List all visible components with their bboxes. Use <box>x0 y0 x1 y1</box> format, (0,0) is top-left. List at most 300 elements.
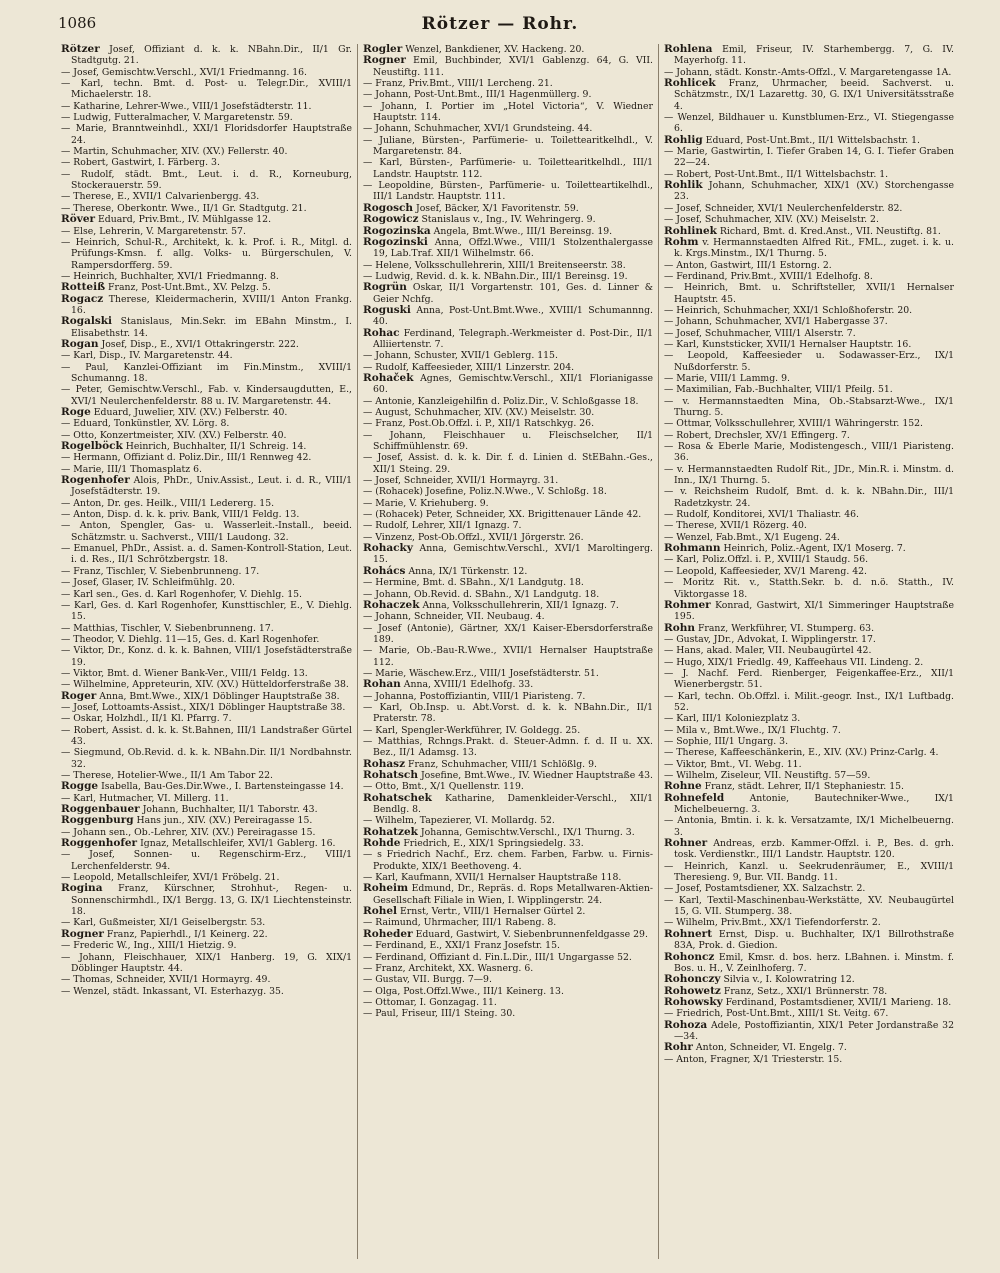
entry-details: — Robert, Gastwirt, I. Färberg. 3. <box>61 157 220 169</box>
directory-entry <box>664 600 954 623</box>
directory-entry <box>664 509 954 520</box>
entry-details: — Wilhelm, Tapezierer, VI. Mollardg. 52. <box>363 815 555 827</box>
directory-entry <box>664 1020 954 1043</box>
entry-details: — Josef, Schneider, XVII/1 Hormayrg. 31. <box>363 475 559 487</box>
directory-entry <box>664 736 954 747</box>
entry-details: — Karl sen., Ges. d. Karl Rogenhofer, V. Diehlg. 15. <box>61 588 303 600</box>
directory-entry <box>61 668 352 679</box>
directory-entry <box>363 430 653 453</box>
entry-details: — Maximilian, Fab.-Buchhalter, VIII/1 Pfeilg. 51. <box>664 384 893 396</box>
entry-details: — Marie, III/1 Thomasplatz 6. <box>61 463 203 475</box>
entry-details: — Siegmund, Ob.Revid. d. k. k. NBahn.Dir. II/1 Nordbahnstr. 32. <box>61 747 352 770</box>
entry-surname: Roggenhofer <box>61 837 138 850</box>
directory-entry <box>61 691 352 702</box>
directory-entry <box>664 883 954 894</box>
entry-surname: Rohde <box>363 837 401 850</box>
directory-entry <box>61 498 352 509</box>
entry-details: Stanislaus v., Ing., IV. Wehringerg. 9. <box>421 214 596 226</box>
entry-details: — Paul, Kanzlei-Offiziant im Fin.Minstm., XVIII/1 Schumanng. 18. <box>61 361 352 384</box>
entry-surname: Rohlinek <box>664 224 717 237</box>
entry-details: Andreas, erzb. Kammer-Offzl. i. P., Bes. d. grh. tosk. Verdienstkr., III/1 Landstr. Hauptstr. 120. <box>674 838 954 861</box>
entry-details: — Wenzel, Bildhauer u. Kunstblumen-Erz., VI. Stiegengasse 6. <box>664 112 954 135</box>
entry-details: Antonie, Bautechniker-Wwe., IX/1 Michelbeuerng. 3. <box>674 792 954 816</box>
entry-details: — Marie, VIII/1 Lammg. 9. <box>664 372 790 384</box>
directory-entry <box>61 452 352 463</box>
entry-details: — Franz, Architekt, XX. Wasnerg. 6. <box>363 962 534 974</box>
entry-details: — Wenzel, Fab.Bmt., X/1 Eugeng. 24. <box>664 531 840 543</box>
directory-entry <box>61 589 352 600</box>
entry-details: — Ottomar, I. Gonzagag. 11. <box>363 996 497 1008</box>
entry-details: — Friedrich, Post-Unt.Bmt., XIII/1 St. Veitg. 67. <box>664 1008 889 1020</box>
entry-surname: Rogelböck <box>61 440 123 453</box>
entry-details: — Rudolf, Kaffeesieder, XIII/1 Linzerstr. 204. <box>363 361 575 373</box>
directory-entry <box>363 906 653 917</box>
directory-entry <box>664 577 954 600</box>
directory-entry <box>664 713 954 724</box>
entry-details: Eduard, Gastwirt, V. Siebenbrunnenfeldgasse 29. <box>415 928 648 940</box>
entry-details: — Ferdinand, Priv.Bmt., XVIII/1 Edelhofg. 8. <box>664 270 873 282</box>
directory-entry <box>363 691 653 702</box>
entry-details: — Martin, Schuhmacher, XIV. (XV.) Fellerstr. 40. <box>61 146 288 158</box>
entry-details: — Marie, Branntweinhdl., XXI/1 Floridsdorfer Hauptstraße 24. <box>61 123 352 146</box>
directory-entry <box>363 883 653 906</box>
entry-details: — Karl, III/1 Koloniezplatz 3. <box>664 713 801 725</box>
entry-details: — Moritz Rit. v., Statth.Sekr. b. d. n.ö. Statth., IV. Viktorgasse 18. <box>664 577 954 600</box>
entry-details: — Leopold, Kaffeesieder u. Sodawasser-Erz., IX/1 Nußdorferstr. 5. <box>664 350 954 373</box>
entry-details: — Johann, Schneider, VII. Neubaug. 4. <box>363 611 545 623</box>
entry-details: — Karl, Ges. d. Karl Rogenhofer, Kunsttischler, E., V. Diehlg. 15. <box>61 599 352 623</box>
entry-details: Anna, XVIII/1 Edelhofg. 33. <box>403 679 534 691</box>
entry-details: — Johann, städt. Konstr.-Amts-Offzl., V. Margaretengasse 1A. <box>664 66 952 78</box>
entry-details: Anna, Gemischtw.Verschl., XVI/1 Maroltingerg. 15. <box>373 543 653 566</box>
directory-entry <box>664 316 954 327</box>
directory-entry <box>363 498 653 509</box>
entry-details: — Josef, Schneider, XVI/1 Neulerchenfelderstr. 82. <box>664 202 903 214</box>
directory-entry <box>363 849 653 872</box>
entry-details: — Franz, Priv.Bmt., VIII/1 Lercheng. 21. <box>363 78 553 90</box>
entry-details: Eduard, Juwelier, XIV. (XV.) Felberstr. 40. <box>93 407 288 418</box>
entry-details: — Helene, Volksschullehrerin, XIII/1 Breitenseerstr. 38. <box>363 259 626 271</box>
entry-details: — Sophie, III/1 Ungarg. 3. <box>664 735 789 747</box>
directory-entry <box>664 657 954 668</box>
entry-details: Josefine, Bmt.Wwe., IV. Wiedner Hauptstraße 43. <box>420 770 654 781</box>
directory-entry <box>363 520 653 531</box>
entry-details: — (Rohacek) Josefine, Poliz.N.Wwe., V. Schloßg. 18. <box>363 486 607 498</box>
running-title: Rötzer — Rohr. <box>421 14 579 34</box>
directory-entry <box>664 997 954 1008</box>
directory-entry <box>363 838 653 849</box>
directory-entry <box>664 838 954 861</box>
entry-details: — Raimund, Uhrmacher, III/1 Rabeng. 8. <box>363 917 557 929</box>
directory-entry <box>363 986 653 997</box>
entry-details: Josef, Offiziant d. k. k. NBahn.Dir., II/1 Gr. Stadtgutg. 21. <box>71 44 352 67</box>
column-3 <box>658 44 959 1259</box>
directory-entry <box>664 543 954 554</box>
entry-details: — Hermann, Offiziant d. Poliz.Dir., III/1 Rennweg 42. <box>61 452 312 464</box>
entry-details: — Franz, Post.Ob.Offzl. i. P., XII/1 Ratschkyg. 26. <box>363 418 595 430</box>
entry-surname: Rohn <box>664 621 695 634</box>
entry-surname: Rohacky <box>363 542 413 555</box>
directory-entry <box>61 566 352 577</box>
entry-details: — Hugo, XIX/1 Friedlg. 49, Kaffeehaus VII. Lindeng. 2. <box>664 656 924 668</box>
directory-entry <box>363 475 653 486</box>
directory-entry <box>664 396 954 419</box>
entry-details: Johann, Buchhalter, II/1 Taborstr. 43. <box>142 804 318 816</box>
column-2 <box>357 44 658 1259</box>
entry-details: — v. Reichsheim Rudolf, Bmt. d. k. k. NBahn.Dir., III/1 Radetzkystr. 24. <box>664 486 954 509</box>
page-number: 1086 <box>58 14 97 32</box>
entry-details: Anna, Post-Unt.Bmt.Wwe., XVIII/1 Schumannng. 40. <box>373 304 653 328</box>
directory-entry <box>664 384 954 395</box>
directory-entry <box>664 441 954 464</box>
directory-entry <box>61 237 352 271</box>
entry-details: — Therese, XVII/1 Rözerg. 40. <box>664 520 807 532</box>
directory-entry <box>61 770 352 781</box>
directory-entry <box>61 407 352 418</box>
directory-entry <box>363 827 653 838</box>
entry-details: — Johann, Post-Unt.Bmt., III/1 Hagenmüllerg. 9. <box>363 89 592 101</box>
entry-details: — Anton, Disp. d. k. k. priv. Bank, VIII/1 Feldg. 13. <box>61 509 300 521</box>
entry-surname: Rohács <box>363 564 406 577</box>
entry-details: — Ludwig, Futteralmacher, V. Margaretenstr. 59. <box>61 112 293 124</box>
directory-entry <box>664 282 954 305</box>
entry-details: — Olga, Post.Offzl.Wwe., III/1 Keinerg. 13. <box>363 985 564 997</box>
entry-details: — Leopold, Metallschleifer, XVI/1 Fröbelg. 21. <box>61 872 280 884</box>
entry-details: Emil, Buchbinder, XVI/1 Gablenzg. 64, G. VII. Neustiftg. 111. <box>373 55 653 78</box>
directory-entry <box>61 214 352 225</box>
directory-entry <box>664 668 954 691</box>
directory-entry <box>61 44 352 67</box>
entry-surname: Rogner <box>61 927 104 940</box>
directory-entry <box>61 986 352 997</box>
entry-details: Oskar, II/1 Vorgartenstr. 101, Ges. d. Linner & Geier Nchfg. <box>373 282 653 305</box>
entry-details: Ernst, Disp. u. Buchhalter, IX/1 Billrothstraße 83A, Prok. d. Giedion. <box>674 928 954 952</box>
entry-details: — Paul, Friseur, III/1 Steing. 30. <box>363 1008 516 1020</box>
directory-entry <box>61 67 352 78</box>
entry-details: Franz, städt. Lehrer, II/1 Stephaniestr. 15. <box>704 781 905 793</box>
directory-entry <box>61 78 352 101</box>
entry-details: — Matthias, Rchngs.Prakt. d. Steuer-Admn. f. d. II u. XX. Bez., II/1 Adamsg. 13. <box>363 735 653 759</box>
entry-details: — Josef, Schuhmacher, VIII/1 Alserstr. 7. <box>664 327 856 339</box>
entry-details: Heinrich, Poliz.-Agent, IX/1 Moserg. 7. <box>723 543 906 555</box>
entry-details: Anton, Schneider, VI. Engelg. 7. <box>695 1042 847 1054</box>
entry-details: — Marie, Gastwirtin, I. Tiefer Graben 14, G. I. Tiefer Graben 22—24. <box>664 146 954 169</box>
directory-entry <box>61 384 352 407</box>
entry-details: — Wilhelmine, Appreteurin, XIV. (XV.) Hütteldorferstraße 38. <box>61 679 349 691</box>
directory-entry <box>363 611 653 622</box>
directory-entry <box>363 157 653 180</box>
entry-details: — Karl, Hutmacher, VI. Millerg. 11. <box>61 792 229 804</box>
entry-details: — Rosa & Eberle Marie, Modistengesch., VIII/1 Piaristeng. 36. <box>664 441 954 464</box>
entry-details: — Thomas, Schneider, XVII/1 Hormayrg. 49. <box>61 974 271 986</box>
entry-details: — Antonie, Kanzleigehilfin d. Poliz.Dir., V. Schloßgasse 18. <box>363 395 639 407</box>
entry-details: — Katharine, Lehrer-Wwe., VIII/1 Josefstädterstr. 11. <box>61 100 312 112</box>
directory-entry <box>61 441 352 452</box>
directory-entry <box>363 260 653 271</box>
entry-details: — Otto, Bmt., X/1 Quellenstr. 119. <box>363 781 524 793</box>
entry-details: — Eduard, Tonkünstler, XV. Lörg. 8. <box>61 418 230 430</box>
entry-details: — Karl, Gußmeister, XI/1 Geiselbergstr. 53. <box>61 917 266 929</box>
directory-entry <box>664 554 954 565</box>
entry-details: — Juliane, Bürsten-, Parfümerie- u. Toilettearitkelhdl., V. Margaretenstr. 84. <box>363 134 653 158</box>
entry-details: Franz, Papierhdl., I/1 Keinerg. 22. <box>106 928 268 940</box>
entry-details: — Therese, Hotelier-Wwe., II/1 Am Tabor 22. <box>61 770 274 781</box>
directory-entry <box>61 294 352 317</box>
directory-entry <box>363 101 653 124</box>
directory-entry <box>363 623 653 646</box>
directory-entry <box>363 997 653 1008</box>
directory-entry <box>664 520 954 531</box>
entry-details: — Karl, Spengler-Werkführer, IV. Goldegg. 25. <box>363 724 581 736</box>
entry-details: Josef, Disp., E., XVI/1 Ottakringerstr. 222. <box>101 338 299 350</box>
directory-entry <box>61 815 352 826</box>
entry-details: — Karl, Ob.Insp. u. Abt.Vorst. d. k. k. NBahn.Dir., II/1 Praterstr. 78. <box>363 701 653 725</box>
entry-details: Richard, Bmt. d. Kred.Anst., VII. Neustiftg. 81. <box>719 225 941 237</box>
directory-entry <box>664 759 954 770</box>
entry-details: — Anton, Gastwirt, III/1 Estorng. 2. <box>664 259 832 271</box>
directory-entry <box>363 793 653 816</box>
entry-details: Emil, Friseur, IV. Starhembergg. 7, G. IV. Mayerhofg. 11. <box>674 44 954 67</box>
entry-details: — Johanna, Postoffiziantin, VIII/1 Piaristeng. 7. <box>363 690 586 702</box>
entry-details: — Heinrich, Kanzl. u. Seekrudenräumer, E., XVIII/1 Theresieng. 9, Bur. VII. Bandg. 11. <box>664 860 954 884</box>
entry-surname: Rohlicek <box>664 77 716 90</box>
entry-details: — Viktor, Bmt. d. Wiener Bank-Ver., VIII/1 Feldg. 13. <box>61 667 308 679</box>
directory-entry <box>61 101 352 112</box>
directory-entry <box>664 430 954 441</box>
directory-entry <box>664 305 954 316</box>
directory-entry <box>363 486 653 497</box>
entry-details: Friedrich, E., XIX/1 Springsiedelg. 33. <box>403 838 584 850</box>
entry-details: — Leopold, Kaffeesieder, XV/1 Mareng. 42. <box>664 565 868 577</box>
entry-details: — Karl, techn. Ob.Offzl. i. Milit.-geogr. Inst., IX/1 Luftbadg. 52. <box>664 690 954 713</box>
directory-entry <box>61 520 352 543</box>
entry-details: — Heinrich, Schuhmacher, XXI/1 Schloßhoferstr. 20. <box>664 304 913 316</box>
entry-details: — Josef, Lottoamts-Assist., XIX/1 Döblinger Hauptstraße 38. <box>61 701 346 713</box>
entry-details: Hans jun., XIV. (XV.) Pereiragasse 15. <box>136 815 313 827</box>
entry-details: Angela, Bmt.Wwe., III/1 Bereinsg. 19. <box>433 225 613 237</box>
entry-details: — Anton, Fragner, X/1 Triesterstr. 15. <box>664 1053 843 1065</box>
entry-details: — Viktor, Bmt., VI. Webg. 11. <box>664 758 802 770</box>
entry-surname: Rogina <box>61 882 103 895</box>
directory-entry <box>61 713 352 724</box>
directory-entry <box>664 146 954 169</box>
entry-details: Eduard, Priv.Bmt., IV. Mühlgasse 12. <box>98 214 272 226</box>
directory-entry <box>664 237 954 260</box>
directory-entry <box>664 691 954 714</box>
directory-entry <box>363 736 653 759</box>
entry-surname: Rotteiß <box>61 281 106 294</box>
directory-entry <box>664 895 954 918</box>
entry-details: — Marie, Ob.-Bau-R.Wwe., XVII/1 Hernalser Hauptstraße 112. <box>363 645 653 668</box>
entry-surname: Rogowicz <box>363 213 419 226</box>
entry-surname: Rogozinska <box>363 224 431 237</box>
entry-details: — Josef, Sonnen- u. Regenschirm-Erz., VIII/1 Lerchenfelderstr. 94. <box>61 849 352 872</box>
entry-surname: Rogosch <box>363 201 414 214</box>
entry-surname: Rohnefeld <box>664 791 725 804</box>
entry-details: — Johann, Fleischhauer u. Fleischselcher, II/1 Schiffmühlenstr. 69. <box>363 429 653 453</box>
directory-entry <box>664 112 954 135</box>
entry-details: Anna, Volksschullehrerin, XII/1 Ignazg. 7. <box>422 599 619 611</box>
entry-details: — Johann, I. Portier im „Hotel Victoria“, V. Wiedner Hauptstr. 114. <box>363 100 653 124</box>
directory-entry <box>363 702 653 725</box>
entry-details: — Leopoldine, Bürsten-, Parfümerie- u. Toiletteartikelhdl., III/1 Landstr. Hauptstr. 111. <box>363 180 653 203</box>
entry-details: — v. Hermannstaedten Mina, Ob.-Stabsarzt-Wwe., IX/1 Thurng. 5. <box>664 395 954 418</box>
directory-entry <box>664 1042 954 1053</box>
entry-surname: Roguski <box>363 303 411 316</box>
entry-details: — Marie, V. Kriehuberg. 9. <box>363 497 489 509</box>
directory-entry <box>61 475 352 498</box>
entry-surname: Rohoncz <box>664 950 715 963</box>
entry-details: — Rudolf, städt. Bmt., Leut. i. d. R., Korneuburg, Stockerauerstr. 59. <box>61 168 352 192</box>
entry-surname: Rohan <box>363 678 401 691</box>
directory-entry <box>664 815 954 838</box>
directory-entry <box>363 725 653 736</box>
directory-entry <box>664 747 954 758</box>
directory-entry <box>363 282 653 305</box>
entry-details: Josef, Bäcker, X/1 Favoritenstr. 59. <box>415 202 579 214</box>
entry-details: — (Rohacek) Peter, Schneider, XX. Brigittenauer Lände 42. <box>363 509 642 521</box>
entry-surname: Roggenburg <box>61 814 134 827</box>
directory-entry <box>664 350 954 373</box>
directory-entry <box>664 169 954 180</box>
entry-details: — v. Hermannstaedten Rudolf Rit., JDr., Min.R. i. Minstm. d. Inn., IX/1 Thurng. 5. <box>664 463 954 487</box>
entry-details: — Rudolf, Lehrer, XII/1 Ignazg. 7. <box>363 520 522 532</box>
entry-surname: Rohoza <box>664 1018 708 1031</box>
directory-entry <box>61 146 352 157</box>
entry-details: — J. Nachf. Ferd. Rienberger, Feigenkaffee-Erz., XII/1 Wienerbergstr. 51. <box>664 667 954 691</box>
entry-surname: Rogler <box>363 44 403 55</box>
directory-entry <box>61 191 352 202</box>
entry-surname: Rogner <box>363 54 406 67</box>
entry-details: — Josef, Postamtsdiener, XX. Salzachstr. 2. <box>664 883 866 895</box>
directory-entry <box>664 464 954 487</box>
entry-surname: Roggenbauer <box>61 803 140 816</box>
directory-entry <box>363 509 653 520</box>
entry-surname: Rohlik <box>664 179 703 192</box>
directory-entry <box>664 486 954 509</box>
entry-details: — Heinrich, Bmt. u. Schriftsteller, XVII/1 Hernalser Hauptstr. 45. <box>664 282 954 305</box>
directory-entry <box>363 396 653 407</box>
entry-details: — Robert, Drechsler, XV/1 Effingerg. 7. <box>664 429 850 441</box>
entry-details: — Ferdinand, Offiziant d. Fin.L.Dir., III/1 Ungargasse 52. <box>363 951 632 963</box>
directory-entry <box>664 44 954 67</box>
entry-details: — Wilhelm, Priv.Bmt., XX/1 Tiefendorferstr. 2. <box>664 917 881 929</box>
directory-entry <box>61 725 352 748</box>
directory-entry <box>61 543 352 566</box>
directory-entry <box>363 123 653 134</box>
entry-details: Wenzel, Bankdiener, XV. Hackeng. 20. <box>405 44 585 55</box>
entry-details: — Therese, Oberkontr. Wwe., II/1 Gr. Stadtgutg. 21. <box>61 202 307 214</box>
directory-entry <box>61 339 352 350</box>
entry-details: — August, Schuhmacher, XIV. (XV.) Meiselstr. 30. <box>363 407 595 418</box>
directory-entry <box>363 328 653 351</box>
entry-details: Edmund, Dr., Repräs. d. Rops Metallwaren-Aktien-Gesellschaft Filiale in Wien, I. Wipplingerstr. 24. <box>373 883 653 906</box>
entry-details: Silvia v., I. Kolowratring 12. <box>723 974 855 986</box>
entry-details: — Johann, Fleischhauer, XIX/1 Hanberg. 19, G. XIX/1 Döblinger Hauptstr. 44. <box>61 951 352 974</box>
entry-details: Anna, Offzl.Wwe., VIII/1 Stolzenthalergasse 19, Lab.Traf. XII/1 Wilhelmstr. 66. <box>373 236 653 260</box>
entry-surname: Rohaček <box>363 371 414 384</box>
directory-entry <box>363 452 653 475</box>
directory-entry <box>664 770 954 781</box>
directory-entry <box>664 645 954 656</box>
entry-details: Franz, Werkführer, VI. Stumperg. 63. <box>697 622 875 634</box>
entry-surname: Rohel <box>363 905 398 918</box>
directory-entry <box>664 271 954 282</box>
directory-entry <box>61 316 352 339</box>
entry-details: Johann, Schuhmacher, XIX/1 (XV.) Storchengasse 23. <box>674 180 954 203</box>
entry-details: — Gustav, VII. Burgg. 7—9. <box>363 974 492 986</box>
directory-entry <box>61 362 352 385</box>
directory-entry <box>363 566 653 577</box>
directory-entry <box>664 328 954 339</box>
directory-entry <box>664 725 954 736</box>
entry-surname: Rohlena <box>664 44 713 55</box>
directory-entry <box>363 577 653 588</box>
entry-details: Franz, Post-Unt.Bmt., XV. Pelzg. 5. <box>108 282 271 294</box>
directory-entry <box>363 407 653 418</box>
entry-details: Therese, Kleidermacherin, XVIII/1 Anton Frankg. 16. <box>71 293 352 316</box>
entry-details: — Vinzenz, Post-Ob.Offzl., XVII/1 Jörgerstr. 26. <box>363 531 584 543</box>
directory-entry <box>363 963 653 974</box>
directory-entry <box>61 157 352 168</box>
entry-details: — Josef, Assist. d. k. k. Dir. f. d. Linien d. StEBahn.-Ges., XII/1 Steing. 29. <box>363 452 653 475</box>
directory-entry <box>363 770 653 781</box>
entry-details: — Wenzel, städt. Inkassant, VI. Esterhazyg. 35. <box>61 985 284 997</box>
directory-entry <box>363 679 653 690</box>
entry-details: — Josef, Schuhmacher, XIV. (XV.) Meiselstr. 2. <box>664 214 879 226</box>
entry-surname: Rohac <box>363 326 400 339</box>
entry-details: — Karl, Kaufmann, XVII/1 Hernalser Hauptstraße 118. <box>363 872 622 884</box>
entry-details: — Ferdinand, E., XXI/1 Franz Josefstr. 15. <box>363 940 560 952</box>
entry-details: — Frederic W., Ing., XIII/1 Hietzig. 9. <box>61 940 237 952</box>
directory-entry <box>363 543 653 566</box>
entry-details: — Gustav, JDr., Advokat, I. Wipplingerstr. 17. <box>664 633 876 645</box>
entry-surname: Rohatzek <box>363 825 418 838</box>
directory-entry <box>61 679 352 690</box>
entry-surname: Rohner <box>664 837 708 850</box>
directory-entry <box>664 226 954 237</box>
entry-details: — Johann sen., Ob.-Lehrer, XIV. (XV.) Pereiragasse 15. <box>61 826 316 838</box>
directory-entry <box>363 55 653 78</box>
directory-entry <box>664 180 954 203</box>
directory-entry <box>363 418 653 429</box>
entry-details: — Antonia, Bmtin. i. k. k. Versatzamte, IX/1 Michelbeuerng. 3. <box>664 815 954 838</box>
directory-entry <box>61 418 352 429</box>
entry-details: — Karl, Textil-Maschinenbau-Werkstätte, XV. Neubaugürtel 15, G. VII. Stumperg. 38. <box>664 894 954 918</box>
directory-entry <box>664 260 954 271</box>
entry-details: Anna, Bmt.Wwe., XIX/1 Döblinger Hauptstraße 38. <box>99 690 340 702</box>
entry-surname: Rohonczy <box>664 973 721 986</box>
directory-entry <box>61 952 352 975</box>
column-1 <box>56 44 357 1259</box>
directory-entry <box>61 974 352 985</box>
entry-surname: Rohowetz <box>664 984 721 997</box>
directory-entry <box>363 350 653 361</box>
entry-details: Franz, Schuhmacher, VIII/1 Schlößlg. 9. <box>408 758 597 770</box>
entry-details: — Karl, Kunststicker, XVII/1 Hernalser Hauptstr. 16. <box>664 338 912 350</box>
directory-entry <box>363 645 653 668</box>
entry-surname: Rohaczek <box>363 598 420 611</box>
entry-details: — Josef, Glaser, IV. Schleifmühlg. 20. <box>61 577 235 589</box>
directory-entry <box>363 44 653 55</box>
directory-entry <box>664 793 954 816</box>
entry-details: — Rudolf, Konditorei, XVI/1 Thaliastr. 46. <box>664 509 860 521</box>
directory-entry <box>363 78 653 89</box>
entry-surname: Rogozinski <box>363 235 428 248</box>
entry-details: — Else, Lehrerin, V. Margaretenstr. 57. <box>61 225 246 237</box>
entry-details: — Robert, Post-Unt.Bmt., II/1 Wittelsbachstr. 1. <box>664 168 889 180</box>
entry-details: — Johann, Schuster, XVII/1 Geblerg. 115. <box>363 350 558 362</box>
